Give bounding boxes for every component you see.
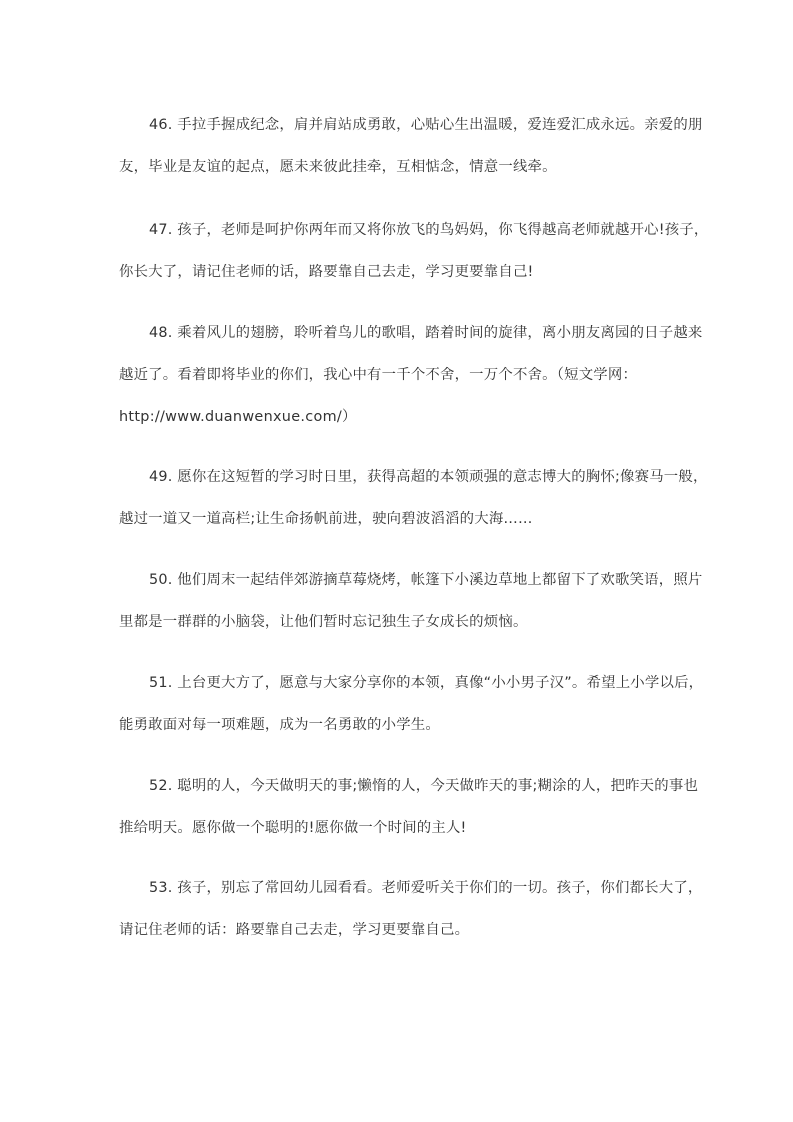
paragraph-line: 52. 聪明的人，今天做明天的事;懒惰的人，今天做昨天的事;糊涂的人，把昨天的事也 (149, 778, 699, 794)
paragraph-47 (119, 220, 709, 282)
paragraph-line: 越过一道又一道高栏;让生命扬帆前进，驶向碧波滔滔的大海…… (119, 511, 533, 527)
paragraph-line: 47. 孩子，老师是呵护你两年而又将你放飞的鸟妈妈，你飞得越高老师就越开心!孩子， (149, 222, 709, 238)
paragraph-line: 46. 手拉手握成纪念，肩并肩站成勇敢，心贴心生出温暖，爱连爱汇成永远。亲爱的朋 (149, 117, 703, 133)
paragraph-line: 友，毕业是友谊的起点，愿未来彼此挂牵，互相惦念，情意一线牵。 (119, 159, 557, 175)
paragraph-48 (119, 323, 703, 427)
paragraph-line: 你长大了，请记住老师的话，路要靠自己去走，学习更要靠自己! (119, 264, 534, 280)
paragraph-line: 请记住老师的话：路要靠自己去走，学习更要靠自己。 (119, 922, 470, 938)
paragraph-line: 48. 乘着风儿的翅膀，聆听着鸟儿的歌唱，踏着时间的旋律，离小朋友离园的日子越来 (149, 325, 703, 341)
paragraph-line: 53. 孩子，别忘了常回幼儿园看看。老师爱听关于你们的一切。孩子，你们都长大了， (149, 880, 703, 896)
paragraph-line: 51. 上台更大方了，愿意与大家分享你的本领，真像“小小男子汉”。希望上小学以后， (149, 675, 704, 691)
paragraph-53 (119, 878, 703, 940)
paragraph-line: 能勇敢面对每一项难题，成为一名勇敢的小学生。 (119, 717, 440, 733)
paragraph-line: 50. 他们周末一起结伴郊游摘草莓烧烤，帐篷下小溪边草地上都留下了欢歌笑语，照片 (149, 572, 703, 588)
source-url: http://www.duanwenxue.com/） (119, 409, 357, 425)
paragraph-52 (119, 776, 699, 838)
paragraph-line: 49. 愿你在这短暂的学习时日里，获得高超的本领顽强的意志博大的胸怀;像赛马一般， (149, 469, 708, 485)
paragraph-line: 里都是一群群的小脑袋，让他们暂时忘记独生子女成长的烦恼。 (119, 614, 528, 630)
paragraph-50 (119, 570, 703, 632)
paragraph-49 (119, 467, 708, 529)
paragraph-line: 越近了。看着即将毕业的你们，我心中有一千个不舍，一万个不舍。（短文学网： (119, 367, 638, 383)
paragraph-51 (119, 673, 704, 735)
paragraph-line: 推给明天。愿你做一个聪明的!愿你做一个时间的主人! (119, 820, 467, 836)
paragraph-46 (119, 115, 703, 177)
